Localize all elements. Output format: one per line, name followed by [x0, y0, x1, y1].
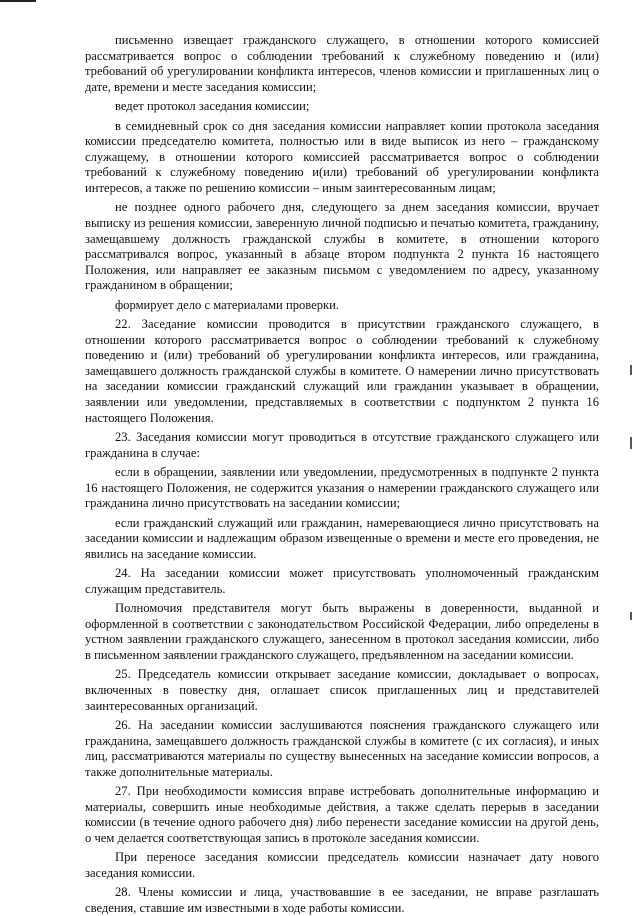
paragraph-protocol: ведет протокол заседания комиссии;: [115, 99, 310, 114]
paragraph-24: 24. На заседании комиссии может присутствовать уполномоченный гражданским служащим представитель.: [85, 566, 599, 596]
paragraph-23: 23. Заседания комиссии могут проводиться в отсутствие гражданского служащего или гражданина в случае:: [85, 430, 599, 460]
paragraph-27-reschedule: При переносе заседания комиссии председатель комиссии назначает дату нового заседания комиссии.: [85, 850, 599, 880]
paragraph-22: 22. Заседание комиссии проводится в присутствии гражданского служащего, в отношении которого рассматривается вопрос о соблюдении требований к служебному поведению и (или) требований об урегулировании конфликта интересов, или гражданина, замещавшего должность гражданской службы в комитете. О намерении лично присутствовать на заседании комиссии гражданский служащий или гражданин указывает в обращении, заявлении или уведомлении, представляемых в соответствии с подпунктом 2 пункта 16 настоящего Положения.: [85, 317, 599, 425]
paragraph-23-case-2: если гражданский служащий или гражданин, намеревающиеся лично присутствовать на заседании комиссии и надлежащим образом извещенные о времени и месте его проведения, не явились на заседание комиссии.: [85, 515, 599, 561]
paragraph-27: 27. При необходимости комиссия вправе истребовать дополнительные информацию и материалы, совершить иные необходимые действия, а также сделать перерыв в заседании комиссии (в течение одного рабочего дня) либо перенести заседание комиссии на другой день, о чем делается соответствующая запись в протоколе заседания комиссии.: [85, 784, 599, 845]
paragraph-extract: не позднее одного рабочего дня, следующего за днем заседания комиссии, вручает выписку из решения комиссии, заверенную личной подписью и печатью комитета, гражданину, замещавшему должность гражданской службы в комитете, в отношении которого рассматривался вопрос, указанный в абзаце втором подпункта 2 пункта 16 настоящего Положения, или направляет ее заказным письмом с уведомлением по адресу, указанному гражданином в обращении;: [85, 200, 599, 293]
paragraph-28: 28. Члены комиссии и лица, участвовавшие в ее заседании, не вправе разглашать сведения, ставшие им известными в ходе работы комиссии.: [85, 885, 599, 915]
scan-side-mark: [630, 437, 632, 449]
paragraph-case-file: формирует дело с материалами проверки.: [115, 297, 340, 312]
paragraph-23-case-1: если в обращении, заявлении или уведомлении, предусмотренных в подпункте 2 пункта 16 настоящего Положения, не содержится указания о намерении гражданского служащего или гражданина лично присутствовать на заседании комиссии;: [85, 465, 599, 511]
paragraph-26: 26. На заседании комиссии заслушиваются пояснения гражданского служащего или гражданина, замещавшего должность гражданской службы в комитете (с их согласия), и иных лиц, рассматриваются материалы по существу вынесенных на заседание комиссии вопросов, а также дополнительные материалы.: [85, 717, 599, 779]
scan-edge-mark: [0, 0, 36, 2]
paragraph-25: 25. Председатель комиссии открывает заседание комиссии, докладывает о вопросах, включенных в повестку дня, оглашает список приглашенных лиц и представителей заинтересованных организаций.: [85, 667, 599, 713]
scan-side-mark: [630, 612, 632, 620]
scan-side-mark: [630, 365, 632, 375]
paragraph-notify: письменно извещает гражданского служащего, в отношении которого комиссией рассматривается вопрос о соблюдении требований к служебному поведению и (или) требований об урегулировании конфликта интересов, членов комиссии и приглашенных лиц о дате, времени и месте заседания комиссии;: [85, 33, 599, 94]
paragraph-copies: в семидневный срок со дня заседания комиссии направляет копии протокола заседания комиссии председателю комитета, полностью или в виде выписок из него – гражданскому служащему, в отношении которого комиссией рассматривается вопрос о соблюдении требований к служебному поведению и(или) требований об урегулировании конфликта интересов, а также по решению комиссии – иным заинтересованным лицам;: [85, 118, 599, 195]
paragraph-24-powers: Полномочия представителя могут быть выражены в доверенности, выданной и оформленной в соответствии с законодательством Российской Федерации, либо определены в устном заявлении гражданского служащего, занесенном в протокол заседания комиссии, либо в письменном заявлении гражданского служащего, предъявленном на заседании комиссии.: [85, 601, 599, 662]
document-body: [85, 33, 599, 916]
